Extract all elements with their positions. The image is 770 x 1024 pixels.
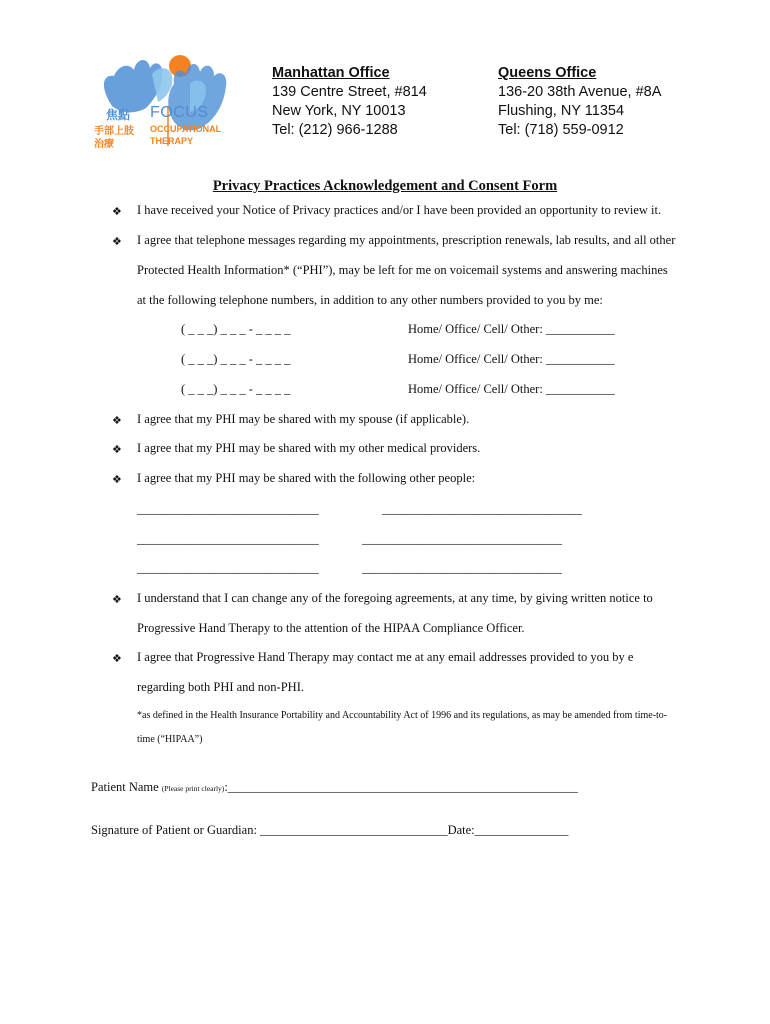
email-statement-line-2: regarding both PHI and non-PHI. — [137, 680, 304, 694]
signature-label: Signature of Patient or Guardian: — [91, 823, 261, 837]
bullet-icon: ❖ — [112, 653, 122, 665]
phone-number-field-2[interactable]: ( _ _ _) _ _ _ - _ _ _ _ — [181, 352, 291, 366]
phone-type-field-3[interactable]: Home/ Office/ Cell/ Other: ___________ — [408, 382, 615, 396]
bullet-icon: ❖ — [112, 236, 122, 248]
queens-office-title: Queens Office — [498, 65, 597, 81]
spouse-statement: I agree that my PHI may be shared with my spouse (if applicable). — [137, 412, 470, 426]
phone-statement-line-2: Protected Health Information* (“PHI”), may be left for me on voicemail systems and answering machines — [137, 263, 668, 277]
person-line-left-3[interactable]: ______________________________ — [137, 561, 319, 575]
footnote-line-1: *as defined in the Health Insurance Portability and Accountability Act of 1996 and its regulations, as may be amended from time-to- — [137, 710, 668, 721]
phone-statement-line-3: at the following telephone numbers, in addition to any other numbers provided to you by me: — [137, 293, 603, 307]
logo-therapy: THERAPY — [150, 136, 194, 146]
logo-chinese-bottom-2: 治療 — [94, 139, 114, 150]
logo-chinese-top: 焦點 — [106, 108, 131, 122]
bullet-icon: ❖ — [112, 474, 122, 486]
phone-number-field-3[interactable]: ( _ _ _) _ _ _ - _ _ _ _ — [181, 382, 291, 396]
patient-name-field[interactable]: :________________________________________________________ — [224, 780, 578, 794]
person-line-right-2[interactable]: _________________________________ — [362, 532, 562, 546]
manhattan-office-title: Manhattan Office — [272, 65, 390, 81]
email-statement-line-1: I agree that Progressive Hand Therapy may contact me at any email addresses provided to you by e — [137, 650, 634, 664]
person-line-right-1[interactable]: _________________________________ — [382, 502, 582, 516]
queens-office-tel: Tel: (718) 559-0912 — [498, 122, 624, 138]
patient-name-label: Patient Name — [91, 780, 159, 794]
logo-occupational: OCCUPATIONAL — [150, 124, 222, 134]
bullet-icon: ❖ — [112, 594, 122, 606]
phone-number-field-1[interactable]: ( _ _ _) _ _ _ - _ _ _ _ — [181, 322, 291, 336]
manhattan-office-city: New York, NY 10013 — [272, 103, 406, 119]
manhattan-office-street: 139 Centre Street, #814 — [272, 84, 427, 100]
date-field[interactable]: _______________ — [474, 823, 569, 837]
others-statement: I agree that my PHI may be shared with the following other people: — [137, 471, 476, 485]
notice-statement: I have received your Notice of Privacy practices and/or I have been provided an opportunity to review it. — [137, 203, 662, 217]
change-statement-line-1: I understand that I can change any of the foregoing agreements, at any time, by giving written notice to — [137, 591, 653, 605]
signature-row — [91, 823, 568, 838]
providers-statement: I agree that my PHI may be shared with my other medical providers. — [137, 441, 481, 455]
manhattan-office-tel: Tel: (212) 966-1288 — [272, 122, 398, 138]
bullet-icon: ❖ — [112, 415, 122, 427]
date-label: Date: — [447, 823, 475, 837]
person-line-right-3[interactable]: _________________________________ — [362, 561, 562, 575]
patient-name-row — [91, 780, 578, 795]
queens-office — [498, 64, 661, 140]
company-logo — [92, 44, 242, 148]
phone-statement-line-1: I agree that telephone messages regarding my appointments, prescription renewals, lab results, and all other — [137, 233, 676, 247]
change-statement-line-2: Progressive Hand Therapy to the attention of the HIPAA Compliance Officer. — [137, 621, 525, 635]
phone-type-field-1[interactable]: Home/ Office/ Cell/ Other: ___________ — [408, 322, 615, 336]
bullet-icon: ❖ — [112, 444, 122, 456]
form-title: Privacy Practices Acknowledgement and Consent Form — [212, 178, 558, 194]
footnote-line-2: time (“HIPAA”) — [137, 734, 203, 745]
queens-office-street: 136-20 38th Avenue, #8A — [498, 84, 662, 100]
logo-chinese-bottom-1: 手部上肢 — [94, 126, 134, 137]
person-line-left-1[interactable]: ______________________________ — [137, 502, 319, 516]
bullet-icon: ❖ — [112, 206, 122, 218]
patient-name-hint: (Please print clearly) — [161, 784, 225, 793]
phone-type-field-2[interactable]: Home/ Office/ Cell/ Other: ___________ — [408, 352, 615, 366]
logo-focus: FOCUS — [150, 104, 209, 121]
signature-field[interactable]: ______________________________ — [260, 823, 448, 837]
manhattan-office — [272, 64, 427, 140]
person-line-left-2[interactable]: ______________________________ — [137, 532, 319, 546]
queens-office-city: Flushing, NY 11354 — [498, 103, 625, 119]
